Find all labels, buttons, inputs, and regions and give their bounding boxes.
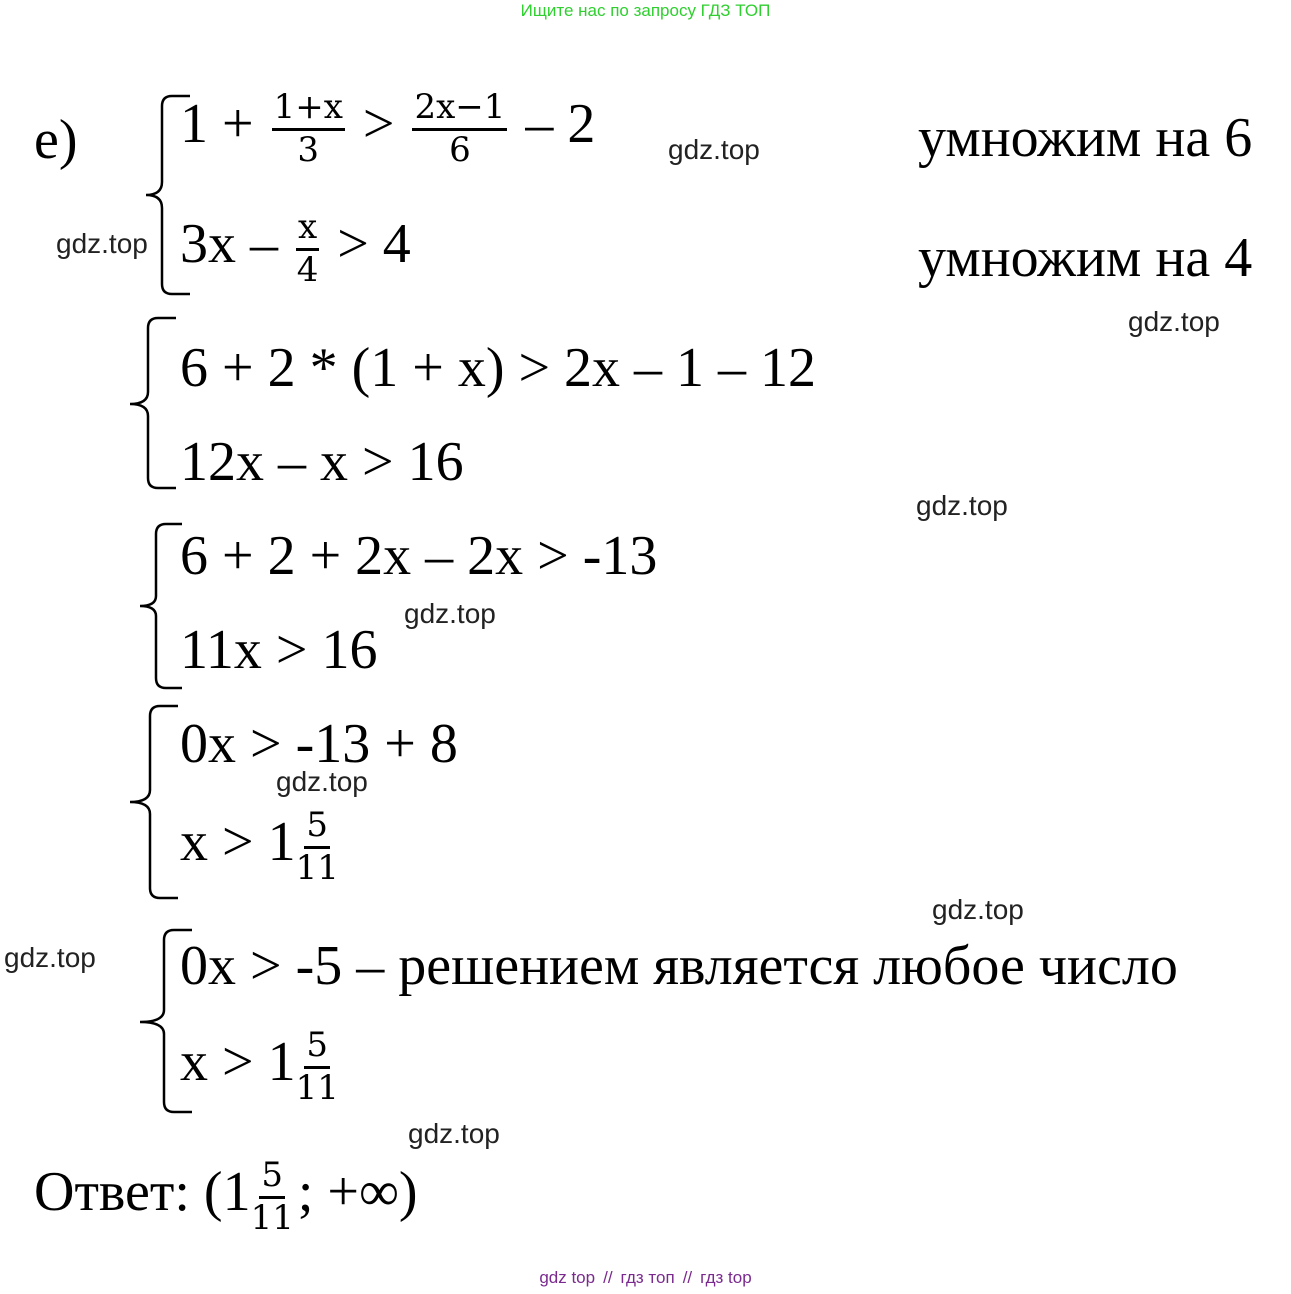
step4-line2: x > 1 $\frac{5}{11}$ <box>180 805 339 888</box>
watermark: gdz.top <box>1128 306 1220 337</box>
fraction: $\frac{x}{4}$ <box>296 207 319 290</box>
step1-line1: 1 + $\frac{1+x}{3}$ > $\frac{2x-1}{6}$ – 2 <box>180 87 596 170</box>
footer-separator: // <box>603 1268 613 1287</box>
footer-links <box>0 1268 1291 1288</box>
step2-line2: 12x – x > 16 <box>180 431 464 493</box>
brace-step2 <box>118 314 182 494</box>
watermark: gdz.top <box>404 598 496 629</box>
watermark: gdz.top <box>408 1118 500 1149</box>
step5-line2: x > 1 $\frac{5}{11}$ <box>180 1025 339 1108</box>
note-multiply-6: умножим на 6 <box>918 107 1253 169</box>
fraction: $\frac{1+x}{3}$ <box>273 87 343 170</box>
footer-link-gdz-top-ru[interactable]: гдз топ <box>620 1268 675 1287</box>
step5-line1: 0x > -5 – решением является любое число <box>180 935 1178 997</box>
step2-line1: 6 + 2 * (1 + x) > 2x – 1 – 12 <box>180 337 817 399</box>
fraction: $\frac{2x-1}{6}$ <box>414 87 506 170</box>
step3-line1: 6 + 2 + 2x – 2x > -13 <box>180 525 658 587</box>
footer-separator: // <box>682 1268 693 1287</box>
note-multiply-4: умножим на 4 <box>918 227 1253 289</box>
watermark: gdz.top <box>56 228 148 259</box>
watermark: gdz.top <box>916 490 1008 521</box>
answer: Ответ: (1 $\frac{5}{11}$ ; +∞) <box>34 1155 418 1238</box>
step4-line1: 0x > -13 + 8 <box>180 713 458 775</box>
step1-line2: 3x – $\frac{x}{4}$ > 4 <box>180 207 411 290</box>
fraction: $\frac{5}{11}$ <box>250 1155 294 1238</box>
watermark: gdz.top <box>4 942 96 973</box>
step3-line2: 11x > 16 <box>180 619 378 681</box>
brace-step4 <box>120 702 184 908</box>
top-banner[interactable]: Ищите нас по запросу ГДЗ ТОП <box>520 1 771 20</box>
problem-label: е) <box>34 109 78 171</box>
footer-link-gdz-top[interactable]: gdz top <box>539 1268 596 1287</box>
watermark: gdz.top <box>932 894 1024 925</box>
fraction: $\frac{5}{11}$ <box>295 1025 339 1108</box>
watermark: gdz.top <box>276 766 368 797</box>
watermark: gdz.top <box>668 134 760 165</box>
footer-link-gdz-top-mixed[interactable]: гдз top <box>700 1268 752 1287</box>
fraction: $\frac{5}{11}$ <box>295 805 339 888</box>
